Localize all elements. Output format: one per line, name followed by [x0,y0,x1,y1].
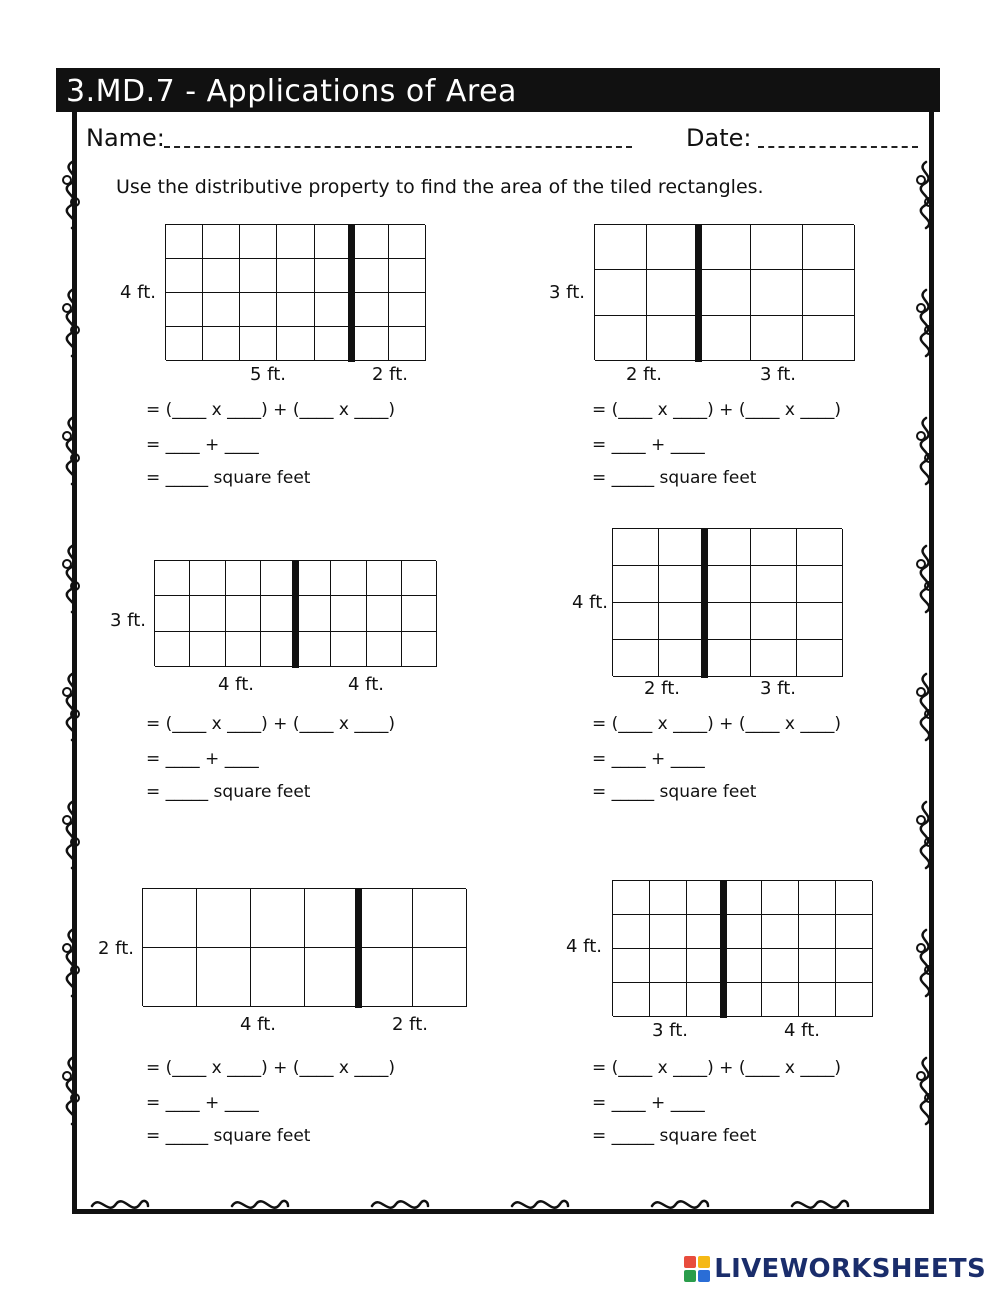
liveworksheets-brand[interactable] [684,1254,986,1284]
grid-tile [226,632,261,667]
grid-tile [836,881,873,915]
right-width-label: 2 ft. [372,364,408,385]
grid-tile [751,640,797,677]
equation-line-sum[interactable]: = ____ + ____ [146,1093,259,1113]
left-width-label: 4 ft. [240,1014,276,1035]
grid-tile [296,632,331,667]
tiled-rectangle [594,224,854,360]
grid-tile [155,596,190,631]
height-label: 4 ft. [566,936,602,957]
grid-tile [705,566,751,603]
grid-tile [687,949,724,983]
grid-tile [687,881,724,915]
grid-tile [650,915,687,949]
grid-tile [647,225,699,270]
grid-tile [166,327,203,361]
grid-tile [803,316,855,361]
swirl-ornament-icon [912,928,940,998]
grid-tile [166,293,203,327]
grid-tile [751,603,797,640]
grid-tile [389,293,426,327]
grid-tile [296,561,331,596]
grid-tile [595,316,647,361]
grid-tile [650,983,687,1017]
grid-tile [166,259,203,293]
grid-tile [751,270,803,315]
right-width-label: 4 ft. [348,674,384,695]
grid-tile [647,316,699,361]
equation-line-total[interactable]: = _____ square feet [592,1126,757,1146]
grid-tile [803,225,855,270]
swirl-ornament-icon [790,1192,850,1216]
grid-tile [762,915,799,949]
liveworksheets-logo-icon [684,1256,710,1282]
grid-tile [331,596,366,631]
swirl-ornament-icon [370,1192,430,1216]
swirl-ornament-icon [58,1056,86,1126]
grid-tile [799,915,836,949]
left-width-label: 5 ft. [250,364,286,385]
grid-tile [155,561,190,596]
grid-tile [413,889,467,948]
height-label: 3 ft. [549,282,585,303]
grid-tile [277,259,314,293]
swirl-ornament-icon [58,800,86,870]
bottom-swirl-border [90,1192,910,1218]
height-label: 4 ft. [572,592,608,613]
grid-tile [797,566,843,603]
swirl-ornament-icon [58,160,86,230]
grid-tile [647,270,699,315]
split-divider [348,224,355,362]
grid-tile [240,327,277,361]
tiled-rectangle [612,528,842,676]
equation-line-sum[interactable]: = ____ + ____ [592,435,705,455]
grid-tile [705,603,751,640]
grid-tile [315,327,352,361]
swirl-ornament-icon [912,544,940,614]
worksheet-title: 3.MD.7 - Applications of Area [66,74,517,109]
grid-tile [155,632,190,667]
grid-tile [331,632,366,667]
grid-tile [261,561,296,596]
grid-tile [762,983,799,1017]
grid-tile [799,983,836,1017]
grid-tile [402,632,437,667]
grid-tile [797,529,843,566]
swirl-ornament-icon [58,416,86,486]
swirl-ornament-icon [650,1192,710,1216]
grid-tile [836,949,873,983]
split-divider [701,528,708,678]
grid-tile [352,327,389,361]
equation-line-sum[interactable]: = ____ + ____ [146,749,259,769]
date-label: Date: [686,124,752,152]
grid-tile [803,270,855,315]
grid-tile [359,948,413,1007]
equation-line-total[interactable]: = _____ square feet [146,1126,311,1146]
grid-tile [190,596,225,631]
right-width-label: 2 ft. [392,1014,428,1035]
instructions: Use the distributive property to find the area of the tiled rectangles. [116,176,764,198]
equation-line-total[interactable]: = _____ square feet [592,468,757,488]
grid-tile [413,948,467,1007]
grid-tile [190,632,225,667]
right-width-label: 3 ft. [760,678,796,699]
grid-tile [659,529,705,566]
equation-line-products[interactable]: = (____ x ____) + (____ x ____) [592,400,841,420]
equation-line-sum[interactable]: = ____ + ____ [592,749,705,769]
grid-tile [305,948,359,1007]
grid-tile [836,983,873,1017]
grid-tile [197,948,251,1007]
grid-tile [613,566,659,603]
grid-tile [699,316,751,361]
swirl-ornament-icon [510,1192,570,1216]
grid-tile [724,949,761,983]
grid-tile [595,270,647,315]
grid-tile [389,259,426,293]
grid-tile [687,983,724,1017]
grid-tile [367,596,402,631]
grid-tile [240,259,277,293]
grid-tile [705,640,751,677]
grid-tile [659,566,705,603]
left-width-label: 2 ft. [626,364,662,385]
equation-line-products[interactable]: = (____ x ____) + (____ x ____) [146,714,395,734]
grid-tile [613,881,650,915]
grid-tile [389,225,426,259]
grid-tile [595,225,647,270]
equation-line-products[interactable]: = (____ x ____) + (____ x ____) [146,1058,395,1078]
grid-tile [251,948,305,1007]
grid-tile [240,293,277,327]
grid-tile [226,596,261,631]
split-divider [695,224,702,362]
grid-tile [659,640,705,677]
grid-tile [799,881,836,915]
grid-tile [315,293,352,327]
grid-tile [799,949,836,983]
grid-tile [352,293,389,327]
grid-tile [724,881,761,915]
grid-tile [143,948,197,1007]
grid-tile [762,881,799,915]
grid-tile [650,881,687,915]
height-label: 2 ft. [98,938,134,959]
tiled-rectangle [142,888,466,1006]
left-width-label: 4 ft. [218,674,254,695]
grid-tile [296,596,331,631]
date-field[interactable] [758,146,918,148]
swirl-ornament-icon [58,928,86,998]
equation-line-total[interactable]: = _____ square feet [146,468,311,488]
grid-tile [650,949,687,983]
name-label: Name: [86,124,165,152]
swirl-ornament-icon [912,1056,940,1126]
tiled-rectangle [612,880,872,1016]
left-width-label: 2 ft. [644,678,680,699]
grid-tile [402,596,437,631]
height-label: 4 ft. [120,282,156,303]
grid-tile [751,225,803,270]
split-divider [292,560,299,668]
grid-tile [751,316,803,361]
left-width-label: 3 ft. [652,1020,688,1041]
grid-tile [305,889,359,948]
brand-text: LIVEWORKSHEETS [714,1254,986,1284]
grid-tile [367,632,402,667]
grid-tile [613,915,650,949]
grid-tile [251,889,305,948]
swirl-ornament-icon [912,160,940,230]
grid-tile [203,225,240,259]
grid-tile [331,561,366,596]
swirl-ornament-icon [58,544,86,614]
grid-tile [143,889,197,948]
grid-tile [613,983,650,1017]
grid-tile [240,225,277,259]
grid-tile [751,529,797,566]
grid-tile [613,603,659,640]
grid-tile [402,561,437,596]
grid-tile [261,632,296,667]
grid-tile [277,293,314,327]
equation-line-products[interactable]: = (____ x ____) + (____ x ____) [146,400,395,420]
swirl-ornament-icon [912,416,940,486]
grid-tile [613,640,659,677]
grid-tile [203,293,240,327]
grid-tile [190,561,225,596]
equation-line-sum[interactable]: = ____ + ____ [146,435,259,455]
grid-tile [203,327,240,361]
equation-line-total[interactable]: = _____ square feet [146,782,311,802]
grid-tile [797,603,843,640]
grid-tile [277,225,314,259]
grid-tile [367,561,402,596]
equation-line-sum[interactable]: = ____ + ____ [592,1093,705,1113]
tiled-rectangle [165,224,425,360]
name-field[interactable] [164,146,632,148]
grid-tile [724,915,761,949]
grid-tile [226,561,261,596]
grid-tile [613,529,659,566]
grid-tile [613,949,650,983]
swirl-ornament-icon [90,1192,150,1216]
split-divider [355,888,362,1008]
swirl-ornament-icon [58,288,86,358]
swirl-ornament-icon [912,672,940,742]
swirl-ornament-icon [58,672,86,742]
equation-line-products[interactable]: = (____ x ____) + (____ x ____) [592,714,841,734]
grid-tile [699,225,751,270]
grid-tile [699,270,751,315]
right-width-label: 3 ft. [760,364,796,385]
grid-tile [352,259,389,293]
grid-tile [724,983,761,1017]
title-bar [56,68,940,112]
grid-tile [277,327,314,361]
grid-tile [203,259,240,293]
height-label: 3 ft. [110,610,146,631]
grid-tile [659,603,705,640]
grid-tile [359,889,413,948]
split-divider [720,880,727,1018]
grid-tile [836,915,873,949]
grid-tile [705,529,751,566]
grid-tile [166,225,203,259]
right-width-label: 4 ft. [784,1020,820,1041]
swirl-ornament-icon [230,1192,290,1216]
grid-tile [797,640,843,677]
grid-tile [315,259,352,293]
grid-tile [315,225,352,259]
equation-line-products[interactable]: = (____ x ____) + (____ x ____) [592,1058,841,1078]
grid-tile [261,596,296,631]
grid-tile [197,889,251,948]
swirl-ornament-icon [912,800,940,870]
grid-tile [762,949,799,983]
grid-tile [751,566,797,603]
grid-tile [352,225,389,259]
equation-line-total[interactable]: = _____ square feet [592,782,757,802]
swirl-ornament-icon [912,288,940,358]
grid-tile [687,915,724,949]
grid-tile [389,327,426,361]
